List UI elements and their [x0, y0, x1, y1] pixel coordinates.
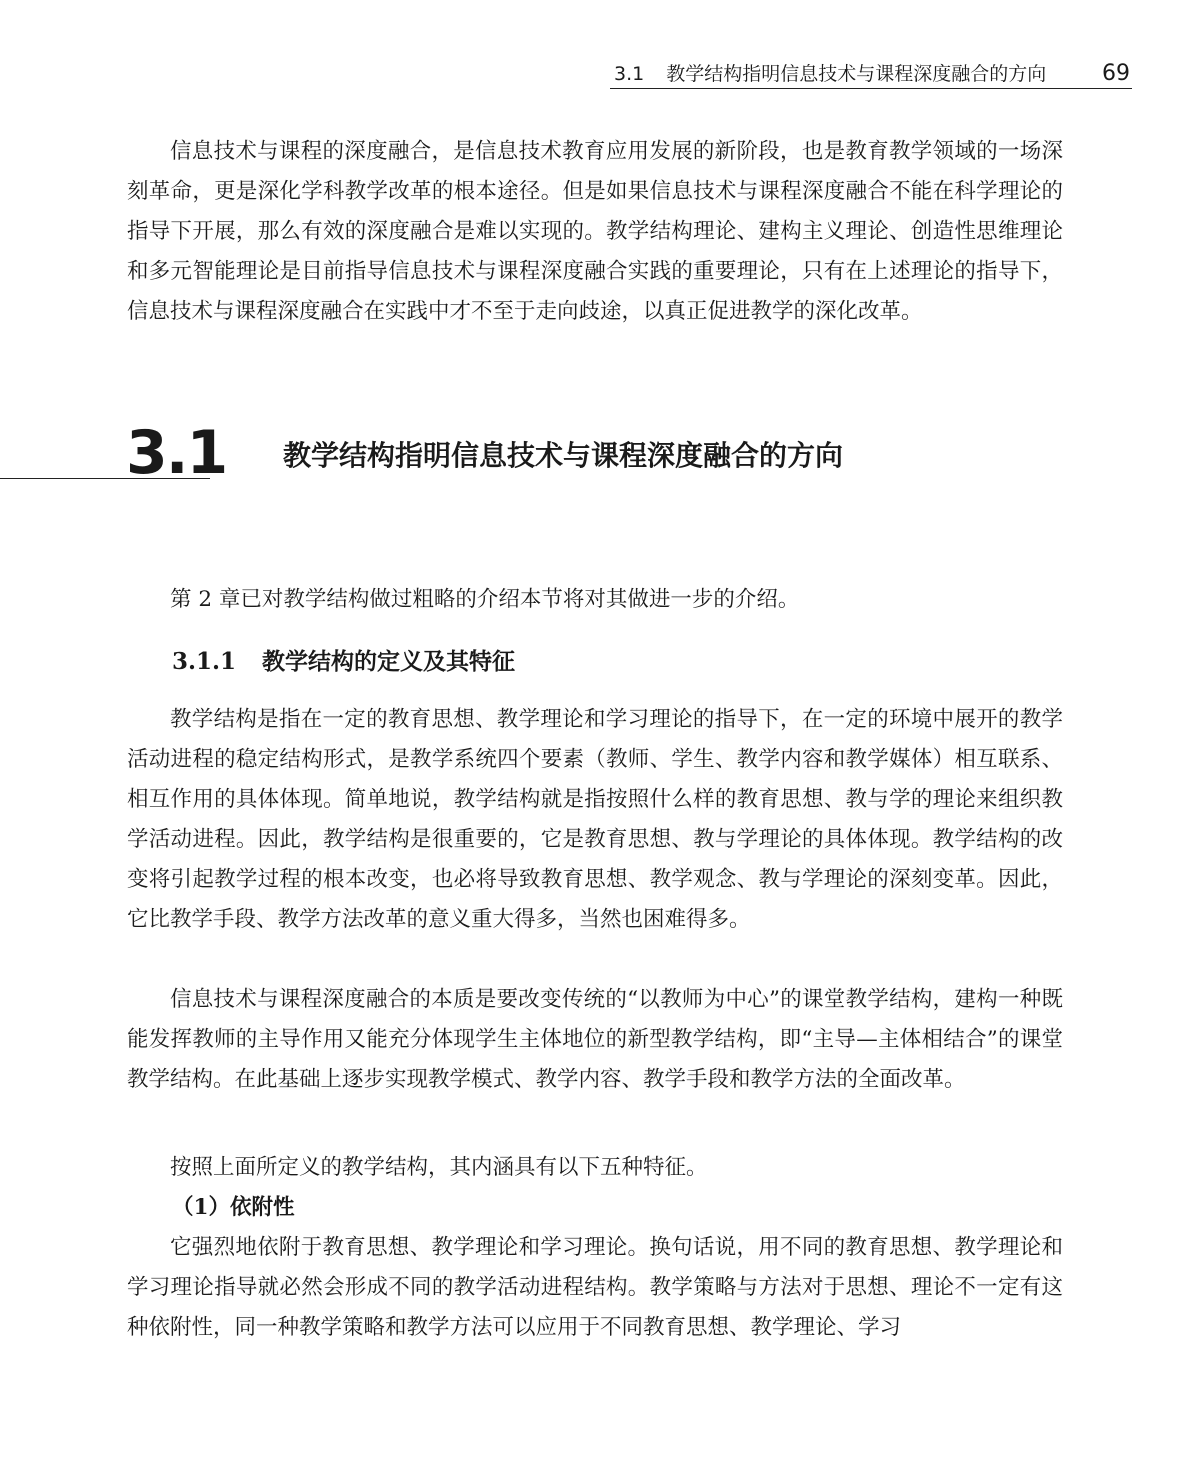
subsection-number: 3.1.1	[172, 648, 237, 675]
running-header	[610, 58, 1132, 89]
page-number: 69	[1102, 61, 1130, 86]
header-section-number: 3.1	[614, 63, 645, 85]
essence-paragraph: 信息技术与课程深度融合的本质是要改变传统的“以教师为中心”的课堂教学结构，建构一种既能发挥教师的主导作用又能充分体现学生主体地位的新型教学结构，即“主导—主体相结合”的课堂教学结构。在此基础上逐步实现教学模式、教学内容、教学手段和教学方法的全面改革。	[127, 987, 1063, 1092]
section-number: 3.1	[126, 418, 227, 488]
header-section-title: 教学结构指明信息技术与课程深度融合的方向	[666, 63, 1047, 85]
subsection-title: 教学结构的定义及其特征	[262, 648, 516, 675]
subsection-heading	[172, 642, 515, 682]
dependency-paragraph: 它强烈地依附于教育思想、教学理论和学习理论。换句话说，用不同的教育思想、教学理论和学习理论指导就必然会形成不同的教学活动进程结构。教学策略与方法对于思想、理论不一定有这种依附性，同一种教学策略和教学方法可以应用于不同教育思想、教学理论、学习	[127, 1235, 1063, 1340]
feature-heading-dependency: （1）依附性	[172, 1195, 295, 1220]
features-intro-paragraph: 按照上面所定义的教学结构，其内涵具有以下五种特征。	[170, 1155, 708, 1180]
definition-paragraph: 教学结构是指在一定的教育思想、教学理论和学习理论的指导下，在一定的环境中展开的教学活动进程的稳定结构形式，是教学系统四个要素（教师、学生、教学内容和教学媒体）相互联系、相互作用的具体体现。简单地说，教学结构就是指按照什么样的教育思想、教与学的理论来组织教学活动进程。因此，教学结构是很重要的，它是教育思想、教与学理论的具体体现。教学结构的改变将引起教学过程的根本改变，也必将导致教育思想、教学观念、教与学理论的深刻变革。因此，它比教学手段、教学方法改革的意义重大得多，当然也困难得多。	[127, 707, 1063, 932]
intro-paragraph: 信息技术与课程的深度融合，是信息技术教育应用发展的新阶段，也是教育教学领域的一场深刻革命，更是深化学科教学改革的根本途径。但是如果信息技术与课程深度融合不能在科学理论的指导下开展，那么有效的深度融合是难以实现的。教学结构理论、建构主义理论、创造性思维理论和多元智能理论是目前指导信息技术与课程深度融合实践的重要理论，只有在上述理论的指导下，信息技术与课程深度融合在实践中才不至于走向歧途，以真正促进教学的深化改革。	[127, 139, 1063, 324]
section-title: 教学结构指明信息技术与课程深度融合的方向	[283, 439, 844, 472]
section-lead-paragraph: 第 2 章已对教学结构做过粗略的介绍本节将对其做进一步的介绍。	[170, 587, 800, 612]
